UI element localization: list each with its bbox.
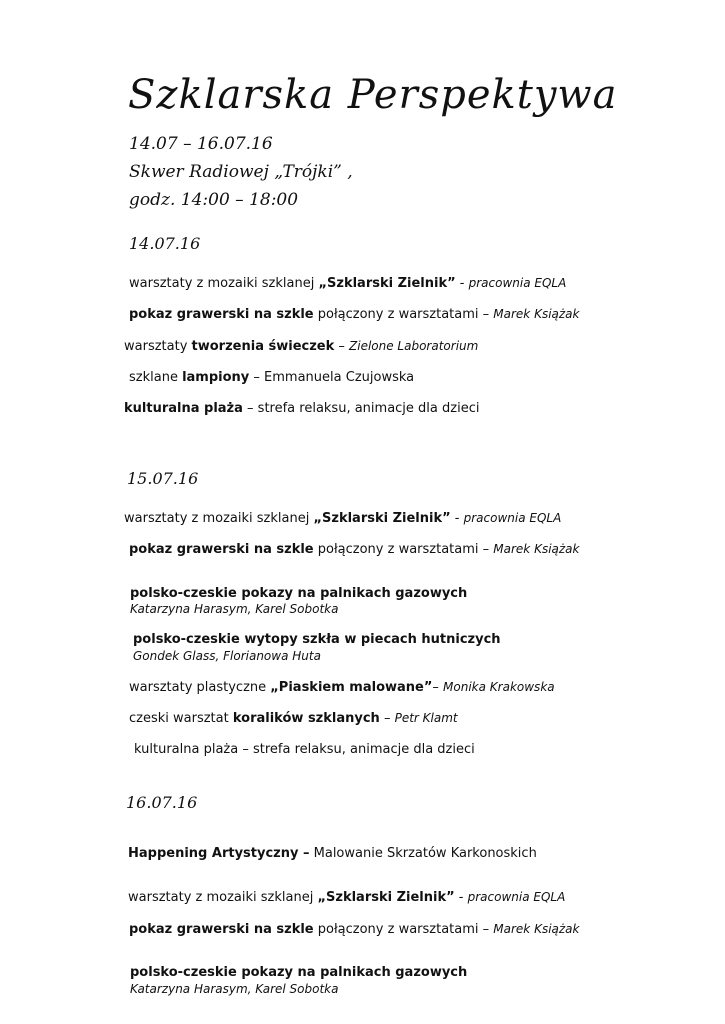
program-item: kulturalna plaża – strefa relaksu, animacje dla dzieci (124, 401, 480, 416)
day-heading: 16.07.16 (126, 793, 198, 812)
program-item: kulturalna plaża – strefa relaksu, animacje dla dzieci (134, 742, 475, 757)
program-item: pokaz grawerski na szkle połączony z warsztatami – Marek Książak (129, 922, 580, 937)
program-item: warsztaty z mozaiki szklanej „Szklarski Zielnik” - pracownia EQLA (129, 276, 567, 291)
program-item: polsko-czeskie pokazy na palnikach gazowych (130, 586, 468, 601)
program-item: warsztaty z mozaiki szklanej „Szklarski Zielnik” - pracownia EQLA (128, 890, 566, 905)
program-item-performers: Katarzyna Harasym, Karel Sobotka (130, 982, 339, 996)
program-item: czeski warsztat koralików szklanych – Petr Klamt (129, 711, 458, 726)
page-title: Szklarska Perspektywa (128, 72, 618, 118)
program-item: pokaz grawerski na szkle połączony z warsztatami – Marek Książak (129, 542, 580, 557)
program-item-performers: Gondek Glass, Florianowa Huta (133, 649, 321, 663)
event-place: Skwer Radiowej „Trójki” , (129, 162, 353, 182)
program-item-performers: Katarzyna Harasym, Karel Sobotka (130, 602, 339, 616)
program-item: Happening Artystyczny – Malowanie Skrzatów Karkonoskich (128, 846, 537, 861)
event-hours: godz. 14:00 – 18:00 (129, 190, 299, 210)
program-item: warsztaty tworzenia świeczek – Zielone Laboratorium (124, 339, 479, 354)
event-dates: 14.07 – 16.07.16 (129, 134, 273, 154)
day-heading: 14.07.16 (129, 234, 201, 253)
program-item: polsko-czeskie pokazy na palnikach gazowych (130, 965, 468, 980)
day-heading: 15.07.16 (127, 469, 199, 488)
program-item: pokaz grawerski na szkle połączony z warsztatami – Marek Książak (129, 307, 580, 322)
program-item: polsko-czeskie wytopy szkła w piecach hutniczych (133, 632, 501, 647)
program-item: warsztaty z mozaiki szklanej „Szklarski Zielnik” - pracownia EQLA (124, 511, 562, 526)
program-item: warsztaty plastyczne „Piaskiem malowane”– Monika Krakowska (129, 680, 555, 695)
program-item: szklane lampiony – Emmanuela Czujowska (129, 370, 415, 385)
